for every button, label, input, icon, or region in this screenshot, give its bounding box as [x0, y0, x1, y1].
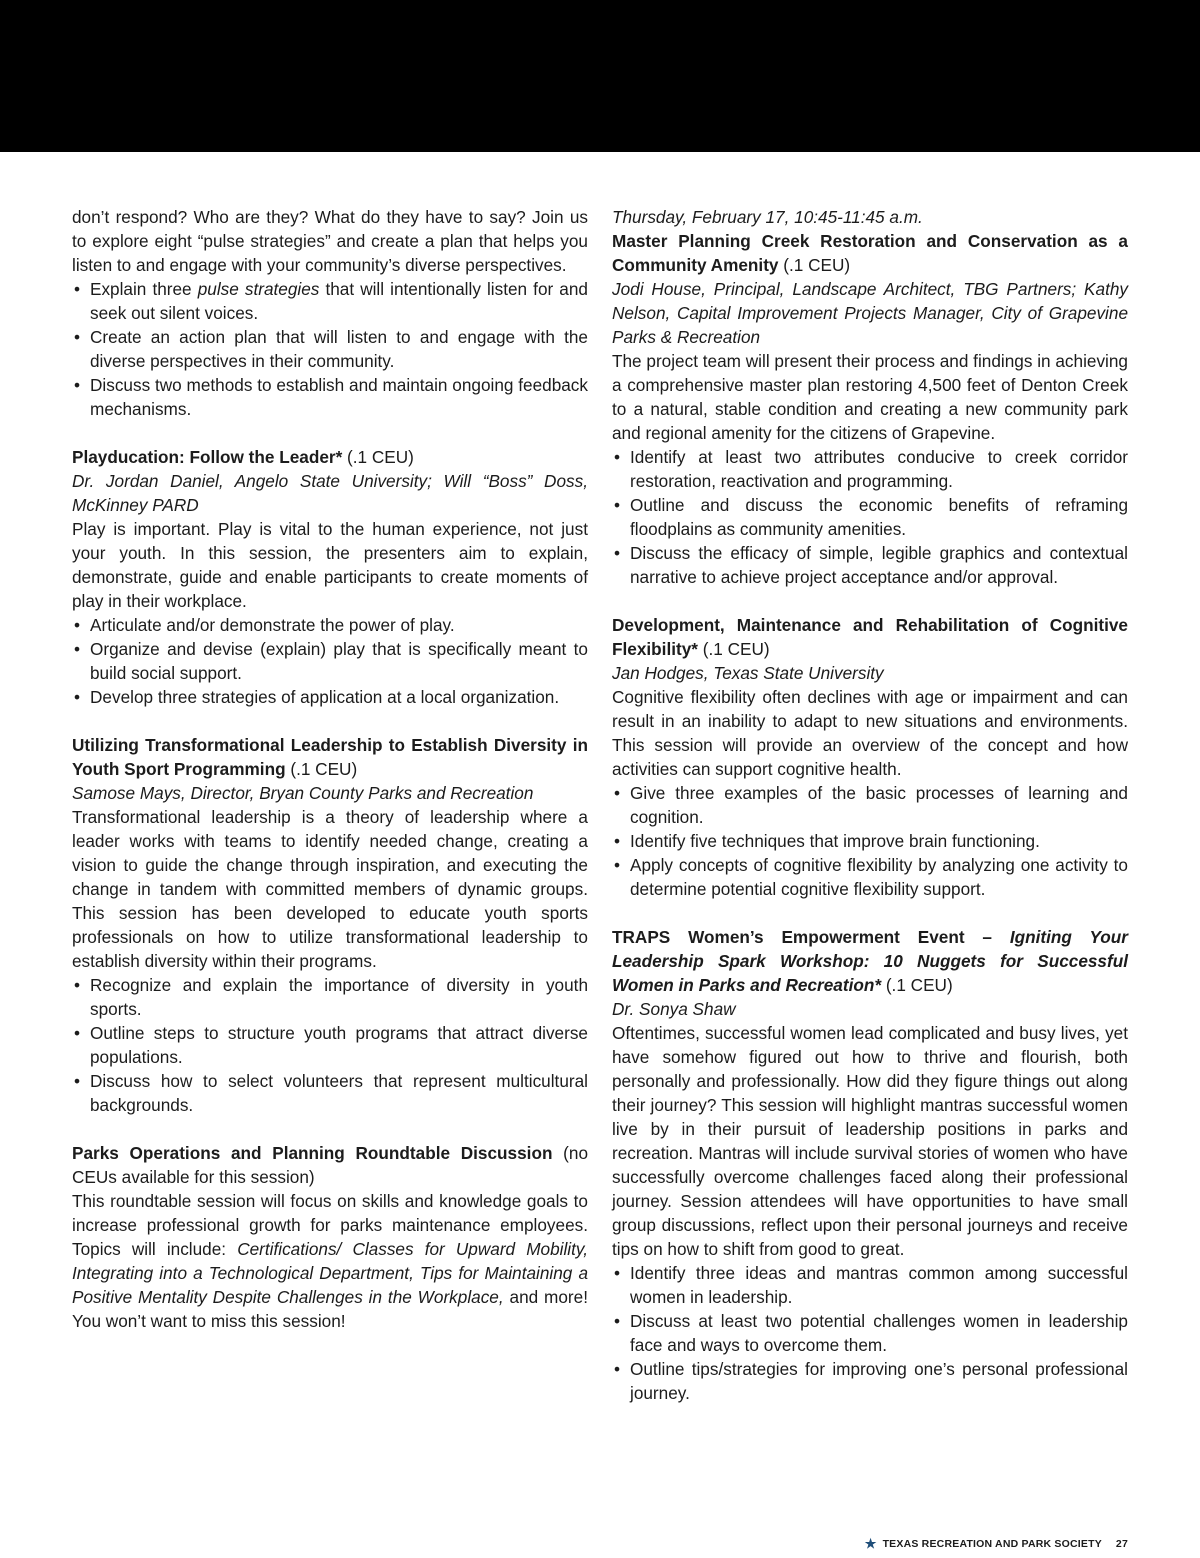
- session-presenter: Jodi House, Principal, Landscape Architect, TBG Partners; Kathy Nelson, Capital Improvement Projects Manager, City of Grapevine Parks & Recreation: [612, 279, 1128, 347]
- session-description: Transformational leadership is a theory of leadership where a leader works with teams to identify needed change, creating a vision to guide the change through inspiration, and executing the change in tandem with committed members of dynamic groups. This session has been developed to educate youth sports professionals on how to utilize transformational leadership to establish diversity within their programs.: [72, 807, 588, 971]
- list-item: • Outline steps to structure youth programs that attract diverse populations.: [72, 1021, 588, 1069]
- session-bullet-list: [72, 973, 588, 1117]
- list-item: • Give three examples of the basic processes of learning and cognition.: [612, 781, 1128, 829]
- session-description: The project team will present their process and findings in achieving a comprehensive master plan restoring 4,500 feet of Denton Creek to a natural, stable condition and creating a new community park and regional amenity for the citizens of Grapevine.: [612, 351, 1128, 443]
- list-item: • Apply concepts of cognitive flexibility by analyzing one activity to determine potential cognitive flexibility support.: [612, 853, 1128, 901]
- list-item: • Identify five techniques that improve brain functioning.: [612, 829, 1128, 853]
- list-item: • Identify three ideas and mantras common among successful women in leadership.: [612, 1261, 1128, 1309]
- list-item: • Outline tips/strategies for improving one’s personal professional journey.: [612, 1357, 1128, 1405]
- session-bullet-list: [612, 781, 1128, 901]
- session-presenter: Jan Hodges, Texas State University: [612, 663, 884, 683]
- list-item: • Discuss two methods to establish and maintain ongoing feedback mechanisms.: [72, 373, 588, 421]
- list-item: • Discuss how to select volunteers that represent multicultural backgrounds.: [72, 1069, 588, 1117]
- session-title: Master Planning Creek Restoration and Conservation as a Community Amenity (.1 CEU): [612, 231, 1128, 275]
- session-presenter: Dr. Sonya Shaw: [612, 999, 736, 1019]
- session-title: Utilizing Transformational Leadership to Establish Diversity in Youth Sport Programming (.1 CEU): [72, 735, 588, 779]
- left-column: [72, 205, 588, 1333]
- session-presenter: Dr. Jordan Daniel, Angelo State University; Will “Boss” Doss, McKinney PARD: [72, 471, 588, 515]
- list-item: • Organize and devise (explain) play that is specifically meant to build social support.: [72, 637, 588, 685]
- star-icon: ★: [864, 1536, 877, 1551]
- list-item: • Articulate and/or demonstrate the power of play.: [72, 613, 588, 637]
- footer-org-name: TEXAS RECREATION AND PARK SOCIETY: [882, 1538, 1102, 1550]
- list-item: • Develop three strategies of application at a local organization.: [72, 685, 588, 709]
- session-description: Play is important. Play is vital to the human experience, not just your youth. In this session, the presenters aim to explain, demonstrate, guide and enable participants to create moments of play in their workplace.: [72, 519, 588, 611]
- session-bullet-list: [612, 445, 1128, 589]
- page-footer: [865, 1536, 1128, 1552]
- session-bullet-list: [612, 1261, 1128, 1405]
- session-description: Cognitive flexibility often declines with age or impairment and can result in an inability to adapt to new situations and environments. This session will provide an overview of the concept and how activities can support cognitive health.: [612, 687, 1128, 779]
- top-banner: [0, 0, 1200, 152]
- session-bullet-list: [72, 613, 588, 709]
- session-description: Oftentimes, successful women lead complicated and busy lives, yet have somehow figured out how to thrive and flourish, both personally and professionally. How did they figure things out along their journey? This session will highlight mantras successful women live by in their pursuit of leadership positions in parks and recreation. Mantras will include survival stories of women who have successfully overcome challenges faced along their professional journey. Session attendees will have opportunities to have small group discussions, reflect upon their personal journeys and receive tips on how to shift from good to great.: [612, 1023, 1128, 1259]
- list-item: • Outline and discuss the economic benefits of reframing floodplains as community amenities.: [612, 493, 1128, 541]
- session-datetime: Thursday, February 17, 10:45-11:45 a.m.: [612, 207, 923, 227]
- session-description: This roundtable session will focus on skills and knowledge goals to increase professional growth for parks maintenance employees. Topics will include: Certifications/ Classes for Upward Mobility, Integrating into a Technological Department, Tips for Maintaining a Positive Mentality Despite Challenges in the Workplace, and more! You won’t want to miss this session!: [72, 1191, 588, 1331]
- list-item: • Explain three pulse strategies that will intentionally listen for and seek out silent voices.: [72, 277, 588, 325]
- list-item: • Discuss at least two potential challenges women in leadership face and ways to overcome them.: [612, 1309, 1128, 1357]
- session-title: Development, Maintenance and Rehabilitation of Cognitive Flexibility* (.1 CEU): [612, 615, 1128, 659]
- right-column: [612, 205, 1128, 1405]
- page-number: 27: [1115, 1538, 1128, 1550]
- session-title: Playducation: Follow the Leader* (.1 CEU): [72, 447, 414, 467]
- list-item: • Recognize and explain the importance of diversity in youth sports.: [72, 973, 588, 1021]
- list-item: • Create an action plan that will listen to and engage with the diverse perspectives in their community.: [72, 325, 588, 373]
- intro-bullet-list: [72, 277, 588, 421]
- session-presenter: Samose Mays, Director, Bryan County Parks and Recreation: [72, 783, 534, 803]
- session-title: TRAPS Women’s Empowerment Event – Igniting Your Leadership Spark Workshop: 10 Nuggets for Successful Women in Parks and Recreation* (.1 CEU): [612, 927, 1128, 995]
- session-title: Parks Operations and Planning Roundtable Discussion (no CEUs available for this session): [72, 1143, 589, 1187]
- intro-paragraph: don’t respond? Who are they? What do they have to say? Join us to explore eight “pulse strategies” and create a plan that helps you listen to and engage with your community’s diverse perspectives.: [72, 207, 588, 275]
- list-item: • Identify at least two attributes conducive to creek corridor restoration, reactivation and programming.: [612, 445, 1128, 493]
- list-item: • Discuss the efficacy of simple, legible graphics and contextual narrative to achieve project acceptance and/or approval.: [612, 541, 1128, 589]
